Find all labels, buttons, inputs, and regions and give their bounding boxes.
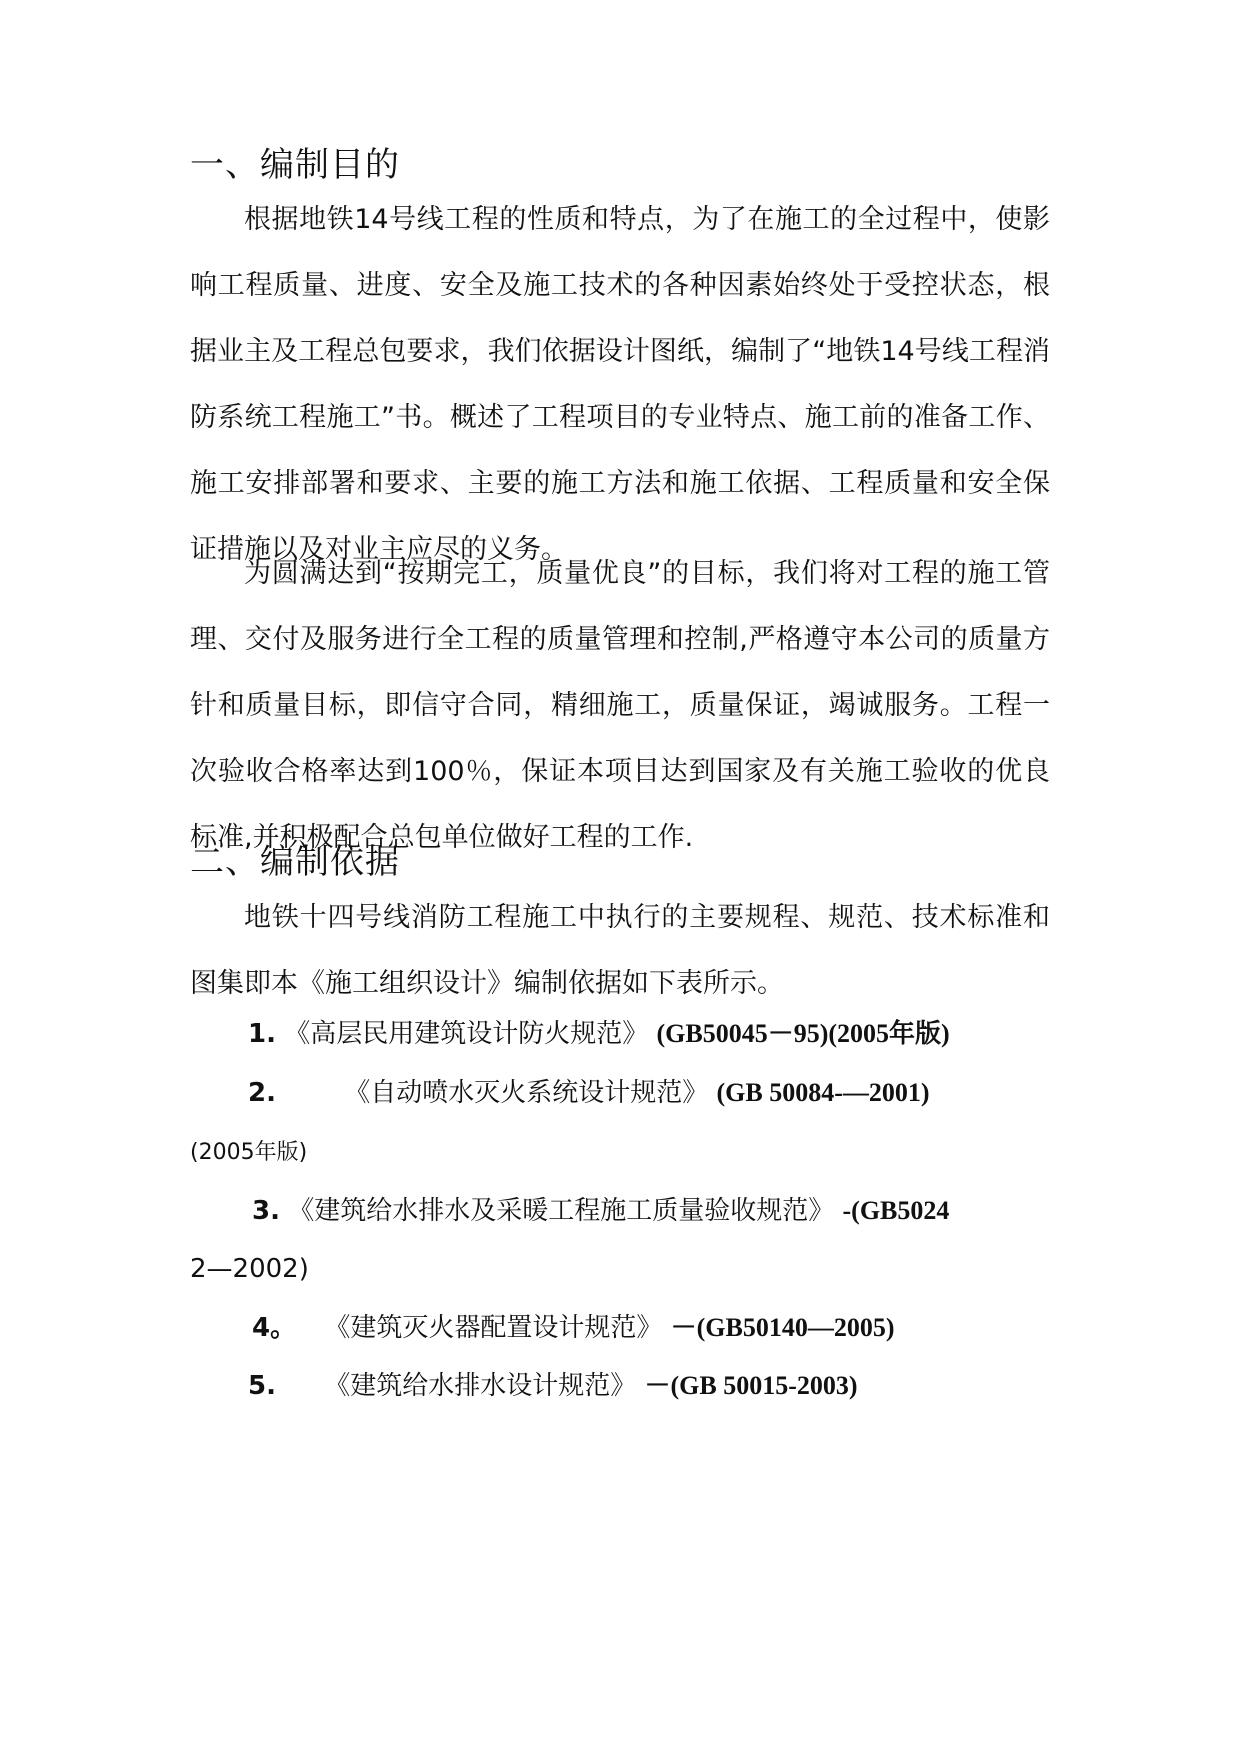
- standard-item-2: [248, 1073, 930, 1113]
- standard-item-4: [252, 1308, 895, 1348]
- standard-item-title: 《高层民用建筑设计防火规范》: [284, 1019, 649, 1049]
- standard-item-1: [248, 1014, 950, 1054]
- standard-item-code: (GB50045－95)(2005年版): [656, 1019, 950, 1048]
- standard-item-title: 《自动喷水灭火系统设计规范》: [344, 1078, 709, 1108]
- standard-item-code: －(GB50140—2005): [670, 1313, 895, 1342]
- standard-item-number: 5.: [248, 1371, 276, 1401]
- standard-item-title: 《建筑给水排水及采暖工程施工质量验收规范》: [288, 1196, 835, 1226]
- standard-item-number: 4。: [252, 1313, 297, 1343]
- paragraph-basis-1: 地铁十四号线消防工程施工中执行的主要规程、规范、技术标准和图集即本《施工组织设计》编制依据如下表所示。: [190, 902, 1050, 999]
- standard-item-code: (GB 50084-—2001): [716, 1078, 930, 1107]
- standard-item-number: 3.: [252, 1196, 280, 1226]
- standard-item-3-continuation: [190, 1249, 309, 1289]
- standard-item-number: 1.: [248, 1019, 276, 1049]
- standard-item-continuation-text: 2—2002): [190, 1254, 309, 1284]
- standard-item-5: [248, 1366, 858, 1406]
- standard-item-title: 《建筑灭火器配置设计规范》: [324, 1313, 663, 1343]
- standard-item-code: -(GB5024: [842, 1196, 950, 1225]
- paragraph-purpose-2: 为圆满达到“按期完工，质量优良”的目标，我们将对工程的施工管理、交付及服务进行全工程的质量管理和控制,严格遵守本公司的质量方针和质量目标，即信守合同，精细施工，质量保证，竭诚服务。工程一次验收合格率达到100％，保证本项目达到国家及有关施工验收的优良标准,并积极配合总包单位做好工程的工作.: [190, 558, 1050, 853]
- paragraph-purpose-1: 根据地铁14号线工程的性质和特点，为了在施工的全过程中，使影响工程质量、进度、安全及施工技术的各种因素始终处于受控状态，根据业主及工程总包要求，我们依据设计图纸，编制了“地铁14号线工程消防系统工程施工”书。概述了工程项目的专业特点、施工前的准备工作、施工安排部署和要求、主要的施工方法和施工依据、工程质量和安全保证措施以及对业主应尽的义务。: [190, 204, 1050, 565]
- section-heading-basis: 二、编制依据: [190, 842, 400, 882]
- standard-item-2-continuation: [190, 1133, 307, 1173]
- section-heading-purpose: 一、编制目的: [190, 145, 400, 185]
- standard-item-number: 2.: [248, 1078, 276, 1108]
- standard-item-continuation-text: (2005年版): [190, 1140, 308, 1165]
- standard-item-code: －(GB 50015-2003): [644, 1371, 858, 1400]
- standard-item-3: [252, 1191, 949, 1231]
- standard-item-title: 《建筑给水排水设计规范》: [324, 1371, 637, 1401]
